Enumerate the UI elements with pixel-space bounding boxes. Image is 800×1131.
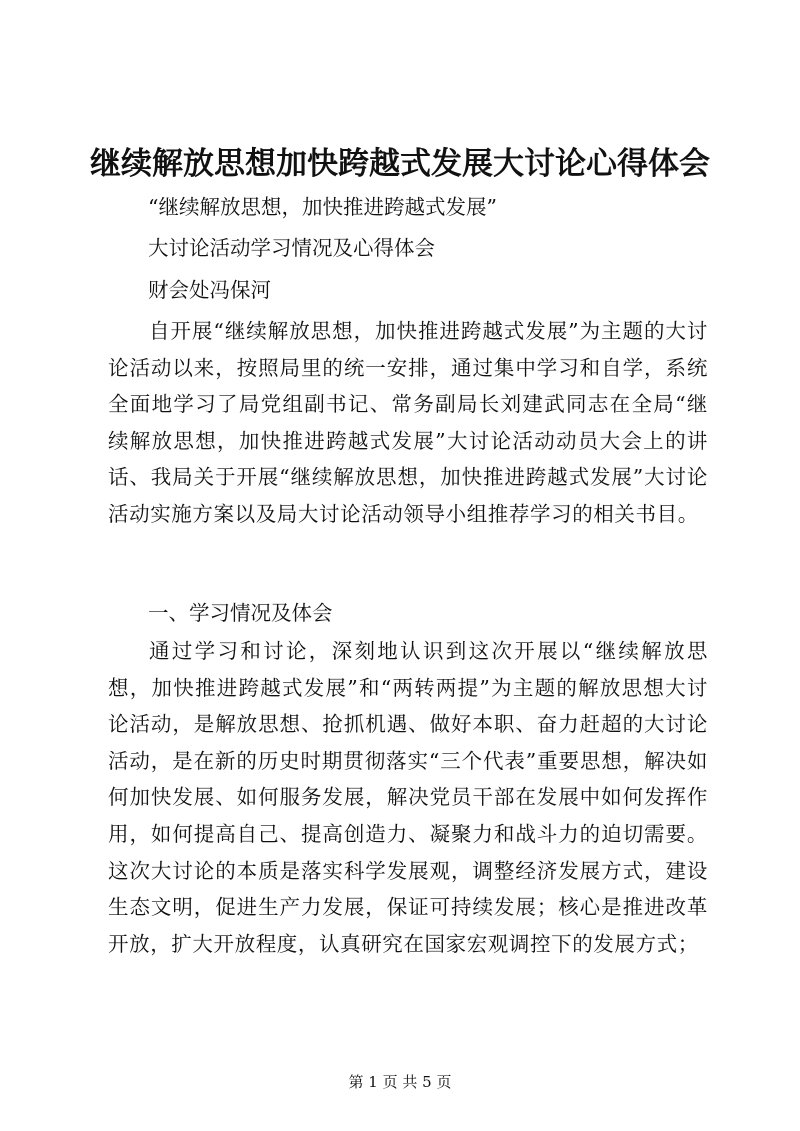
subtitle-line-1: “继续解放思想，加快推进跨越式发展” bbox=[148, 195, 497, 219]
document-title: 继续解放思想加快跨越式发展大讨论心得体会 bbox=[90, 146, 710, 182]
section-heading: 一、学习情况及体会 bbox=[148, 601, 333, 625]
body-paragraph-1: 自开展“继续解放思想，加快推进跨越式发展”为主题的大讨论活动以来，按照局里的统一安排，通过集中学习和自学，系统全面地学习了局党组副书记、常务副局长刘建武同志在全局“继续解放思想，加快推进跨越式发展”大讨论活动动员大会上的讲话、我局关于开展“继续解放思想，加快推进跨越式发展”大讨论活动实施方案以及局大讨论活动领导小组推荐学习的相关书目。 bbox=[108, 319, 708, 526]
page-number-footer: 第 1 页 共 5 页 bbox=[348, 1073, 452, 1091]
subtitle-line-2: 大讨论活动学习情况及心得体会 bbox=[148, 236, 435, 260]
body-paragraph-2: 通过学习和讨论，深刻地认识到这次开展以“继续解放思想，加快推进跨越式发展”和“两转两提”为主题的解放思想大讨论活动，是解放思想、抢抓机遇、做好本职、奋力赶超的大讨论活动，是在新的历史时期贯彻落实“三个代表”重要思想，解决如何加快发展、如何服务发展，解决党员干部在发展中如何发挥作用，如何提高自己、提高创造力、凝聚力和战斗力的迫切需要。这次大讨论的本质是落实科学发展观，调整经济发展方式，建设生态文明，促进生产力发展，保证可持续发展；核心是推进改革开放，扩大开放程度，认真研究在国家宏观调控下的发展方式； bbox=[108, 639, 708, 956]
author-line: 财会处冯保河 bbox=[148, 278, 271, 302]
